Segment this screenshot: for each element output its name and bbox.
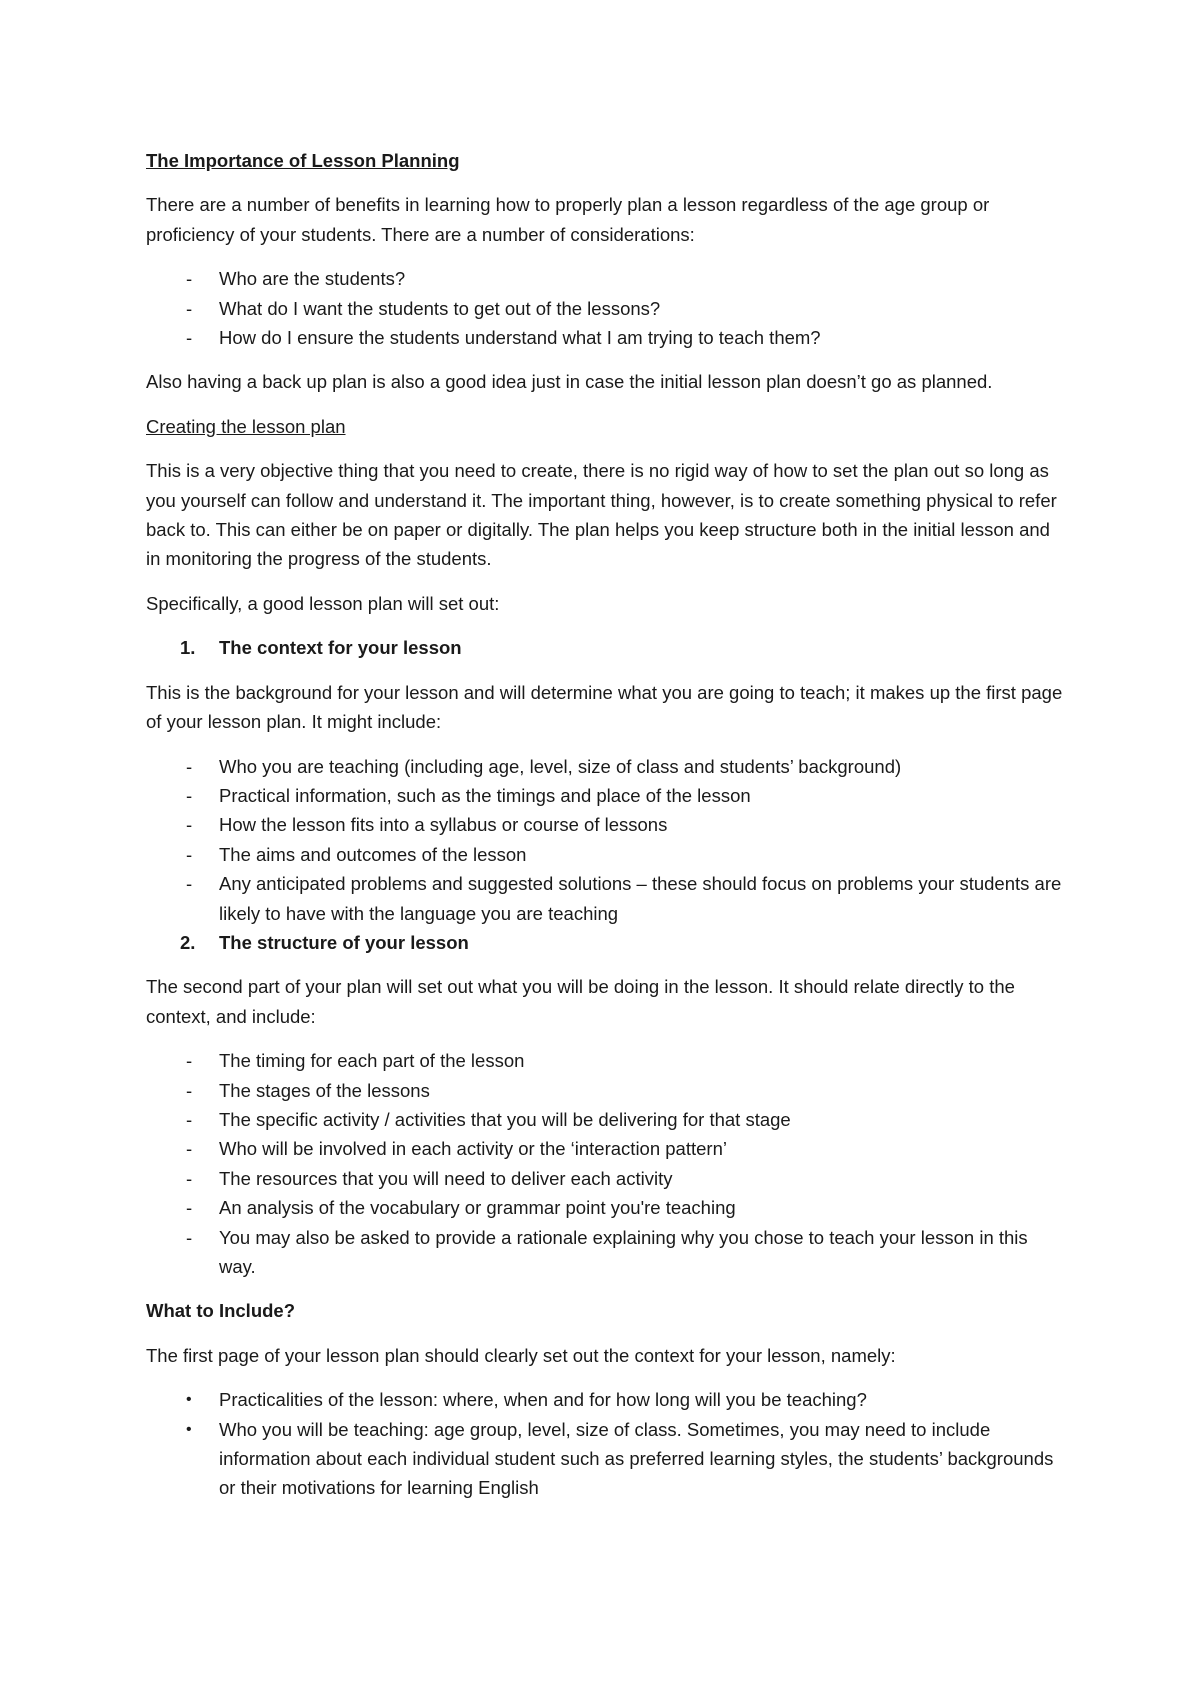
list-item: - The timing for each part of the lesson [146, 1046, 1066, 1075]
dash-marker: - [186, 755, 193, 777]
dash-marker: - [186, 1167, 193, 1189]
list-item: - An analysis of the vocabulary or grammar point you're teaching [146, 1193, 1066, 1222]
list-item: - What do I want the students to get out of the lessons? [146, 294, 1066, 323]
intro-paragraph: There are a number of benefits in learning how to properly plan a lesson regardless of the age group or proficiency of your students. There are a number of considerations: [146, 194, 990, 245]
section1-heading: 1. The context for your lesson [146, 633, 1066, 662]
list-item: - Practical information, such as the timings and place of the lesson [146, 781, 1066, 810]
dash-marker: - [186, 1050, 193, 1072]
list-item: - The specific activity / activities that you will be delivering for that stage [146, 1105, 1066, 1134]
creating-heading: Creating the lesson plan [146, 415, 346, 437]
list-item: - Who you are teaching (including age, level, size of class and students’ background) [146, 752, 1066, 781]
section2-paragraph: The second part of your plan will set out what you will be doing in the lesson. It should relate directly to the context, and include: [146, 976, 1015, 1027]
section2-list [146, 1046, 1066, 1281]
what-list [146, 1385, 1066, 1503]
what-to-include-heading: What to Include? [146, 1300, 296, 1322]
list-item: - The resources that you will need to deliver each activity [146, 1164, 1066, 1193]
dash-marker: - [186, 327, 193, 349]
dash-marker: - [186, 1079, 193, 1101]
page-title: The Importance of Lesson Planning [146, 150, 460, 171]
list-item: - How do I ensure the students understand what I am trying to teach them? [146, 323, 1066, 352]
bullet-icon: • [186, 1391, 192, 1409]
section1-paragraph: This is the background for your lesson and will determine what you are going to teach; it makes up the first page of your lesson plan. It might include: [146, 681, 1063, 733]
list-item: - Who are the students? [146, 264, 1066, 293]
list-item: - Any anticipated problems and suggested solutions – these should focus on problems your students are likely to have with the language you are teaching [146, 869, 1066, 928]
dash-marker: - [186, 873, 193, 895]
considerations-list [146, 264, 1066, 352]
dash-marker: - [186, 1138, 193, 1160]
section2-number: 2. [180, 931, 196, 953]
list-item: - The aims and outcomes of the lesson [146, 840, 1066, 869]
section2-heading: 2. The structure of your lesson [146, 928, 1066, 957]
dash-marker: - [186, 268, 193, 290]
dash-marker: - [186, 297, 193, 319]
list-item: • Who you will be teaching: age group, level, size of class. Sometimes, you may need to include information about each individual student such as preferred learning styles, the students’ backgrounds or their motivations for learning English [146, 1415, 1066, 1503]
dash-marker: - [186, 784, 193, 806]
creating-paragraph: This is a very objective thing that you need to create, there is no rigid way of how to set the plan out so long as you yourself can follow and understand it. The important thing, however, is to create something physical to refer back to. This can either be on paper or digitally. The plan helps you keep structure both in the initial lesson and in monitoring the progress of the students. [146, 460, 1057, 570]
what-paragraph: The first page of your lesson plan should clearly set out the context for your lesson, namely: [146, 1344, 896, 1366]
backup-paragraph: Also having a back up plan is also a good idea just in case the initial lesson plan doesn’t go as planned. [146, 371, 993, 393]
list-item: - The stages of the lessons [146, 1076, 1066, 1105]
dash-marker: - [186, 1226, 193, 1248]
specifically-paragraph: Specifically, a good lesson plan will set out: [146, 592, 500, 614]
list-item: - How the lesson fits into a syllabus or course of lessons [146, 810, 1066, 839]
dash-marker: - [186, 843, 193, 865]
section1-list [146, 752, 1066, 928]
bullet-icon: • [186, 1420, 192, 1438]
section1-number: 1. [180, 637, 196, 659]
list-item: - Who will be involved in each activity or the ‘interaction pattern’ [146, 1134, 1066, 1163]
document-page [146, 146, 1066, 1518]
dash-marker: - [186, 1197, 193, 1219]
list-item: - You may also be asked to provide a rationale explaining why you chose to teach your lesson in this way. [146, 1223, 1066, 1282]
list-item: • Practicalities of the lesson: where, when and for how long will you be teaching? [146, 1385, 1066, 1414]
dash-marker: - [186, 814, 193, 836]
dash-marker: - [186, 1108, 193, 1130]
